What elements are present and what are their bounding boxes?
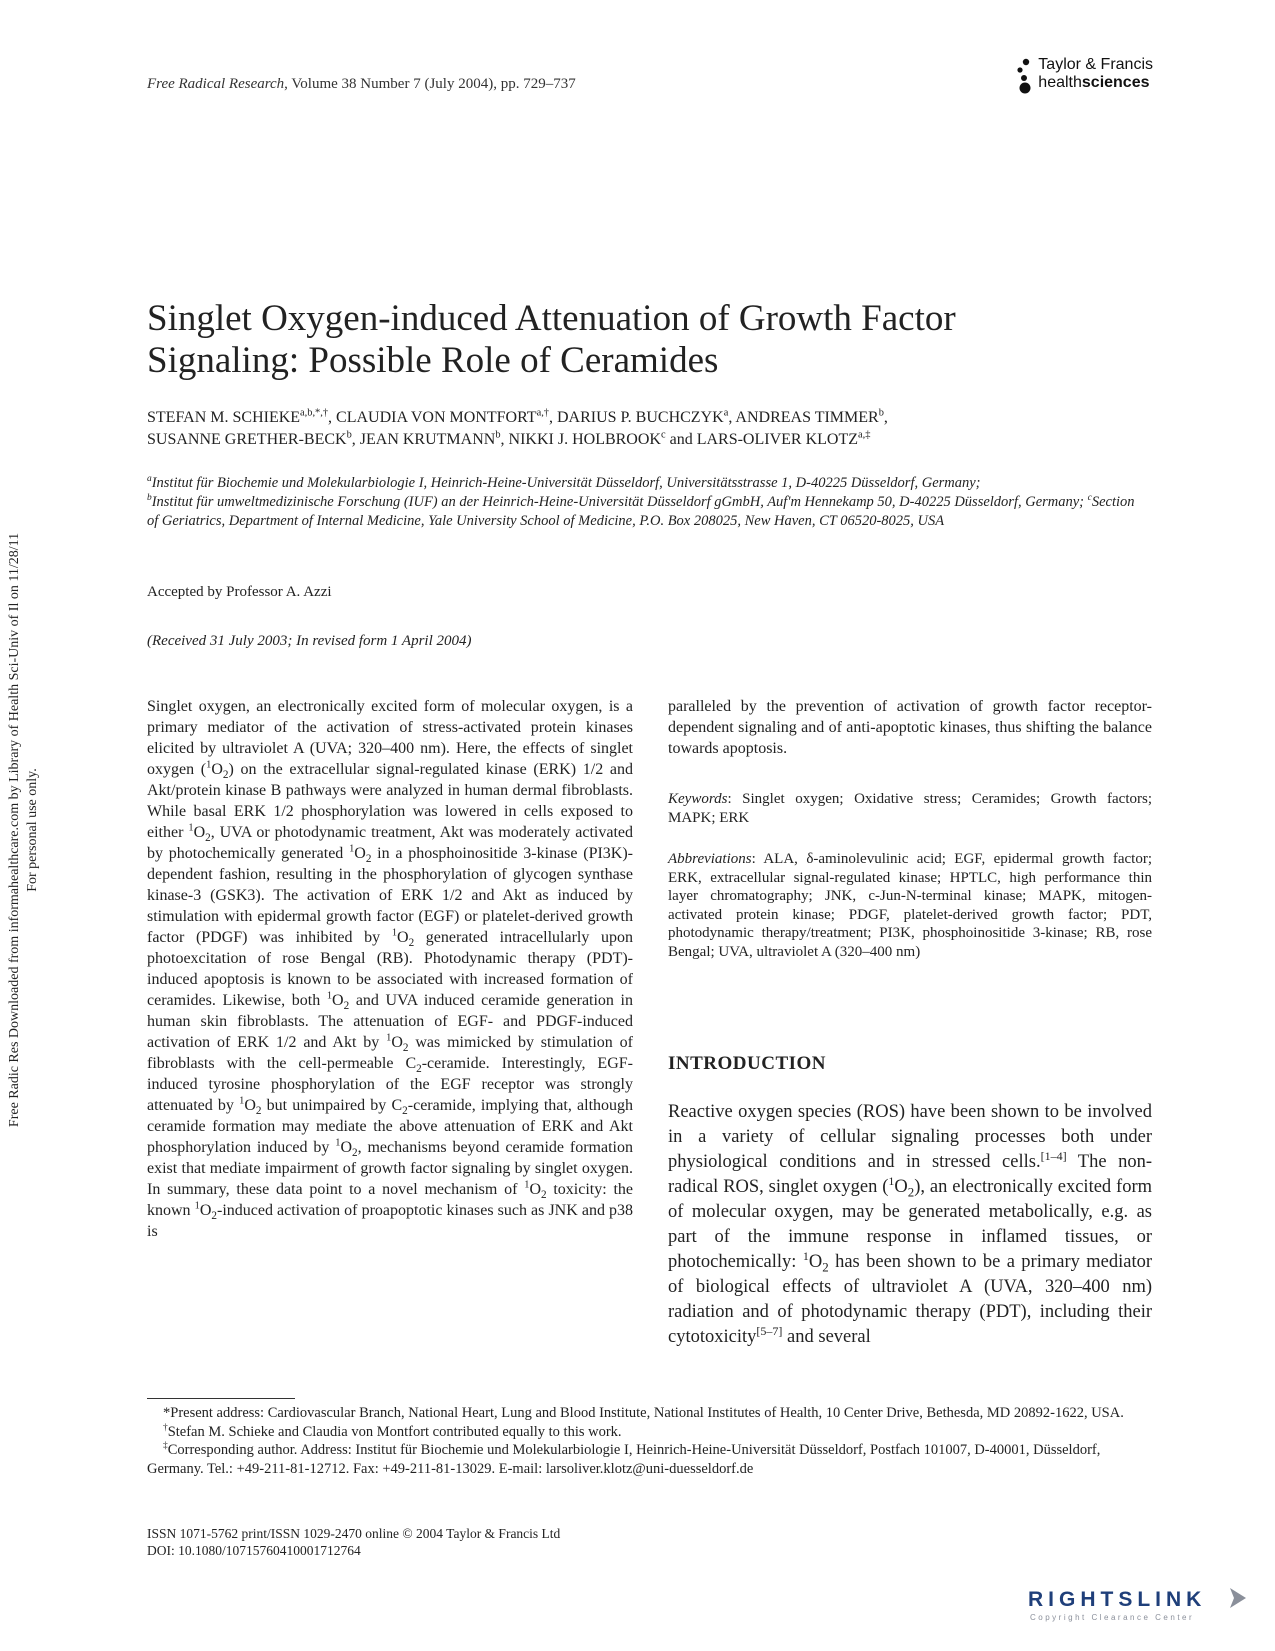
download-note-line2: For personal use only.	[25, 768, 40, 892]
download-note-line1: Free Radic Res Downloaded from informahealthcare.com by Library of Health Sci-Univ of Il on 11/28/11	[7, 532, 22, 1128]
publisher-dots-icon	[1014, 58, 1034, 94]
footnote-corresponding-author: ‡Corresponding author. Address: Institut für Biochemie und Molekularbiologie I, Heinrich-Heine-Universität Düsseldorf, Postfach 101007, D-40001, Düsseldorf, Germany. Tel.: +49-211-81-12712. Fax: +49-211-81-13029. E-mail: larsoliver.klotz@uni-duesseldorf.de	[147, 1441, 1101, 1477]
rightslink-logo	[1024, 1582, 1254, 1626]
publisher-logo	[1038, 56, 1153, 92]
keywords: Keywords: Singlet oxygen; Oxidative stress; Ceramides; Growth factors; MAPK; ERK	[668, 791, 1152, 826]
rightslink-arrow-icon	[1230, 1588, 1246, 1608]
journal-name: Free Radical Research	[147, 76, 285, 92]
footnote-present-address: *Present address: Cardiovascular Branch, National Heart, Lung and Blood Institute, National Institutes of Health, 10 Center Drive, Bethesda, MD 20892-1622, USA.	[163, 1405, 1124, 1421]
issn-doi	[147, 1525, 560, 1559]
journal-details: , Volume 38 Number 7 (July 2004), pp. 729–737	[284, 76, 576, 92]
doi-line: DOI: 10.1080/10715760410001712764	[147, 1543, 361, 1558]
download-watermark	[6, 470, 42, 1190]
article-title	[147, 298, 1147, 382]
footnote-divider	[147, 1398, 295, 1399]
footnotes	[147, 1404, 1152, 1478]
publisher-division: healthsciences	[1038, 74, 1150, 91]
abstract-left-column: Singlet oxygen, an electronically excited form of molecular oxygen, is a primary mediator of the activation of stress-activated protein kinases elicited by ultraviolet A (UVA; 320–400 nm). Here, the effects of singlet oxygen $(^1O_2)$ on the extracellular signal-regulated kinase (ERK) 1/2 and Akt/protein kinase B pathways were analyzed in human dermal fibroblasts. While basal ERK 1/2 phosphorylation was lowered in cells exposed to either $^1O_2$, UVA or photodynamic treatment, Akt was moderately activated by photochemically generated $^1O_2$ in a phosphoinositide 3-kinase (PI3K)-dependent fashion, resulting in the phosphorylation of glycogen synthase kinase-3 (GSK3). The activation of ERK 1/2 and Akt as induced by stimulation with epidermal growth factor (EGF) or platelet-derived growth factor (PDGF) was inhibited by $^1O_2$ generated intracellularly upon photoexcitation of rose Bengal (RB). Photodynamic therapy (PDT)-induced apoptosis is known to be associated with increased formation of ceramides. Likewise, both $^1O_2$ and UVA induced ceramide generation in human skin fibroblasts. The attenuation of EGF- and PDGF-induced activation of ERK 1/2 and Akt by $^1O_2$ was mimicked by stimulation of fibroblasts with the cell-permeable $C_2$-ceramide. Interestingly, EGF-induced tyrosine phosphorylation of the EGF receptor was strongly attenuated by $^1O_2$ but unimpaired by $C_2$-ceramide, implying that, although ceramide formation may mediate the above attenuation of ERK and Akt phosphorylation induced by $^1O_2$, mechanisms beyond ceramide formation exist that mediate impairment of growth factor signaling by singlet oxygen. In summary, these data point to a novel mechanism of $^1O_2$ toxicity: the known $^1O_2$-induced activation of proapoptotic kinases such as JNK and p38 is	[147, 698, 634, 1240]
author-list: STEFAN M. $SCHIEKE^{a,b,*,\dagger}$, CLAUDIA VON $MONTFORT^{a,\dagger}$, DARIUS P. BUCHCZYK$^a$, ANDREAS TIMMER$^b$, SUSANNE GRETHER-BECK$^b$, JEAN KRUTMANN$^b$, NIKKI J. HOLBROOK$^c$ and LARS-OLIVER $KLOTZ^{a,\ddagger}$	[147, 407, 888, 448]
journal-citation	[147, 76, 576, 93]
affiliations: $^a$Institut für Biochemie und Molekularbiologie I, Heinrich-Heine-Universität Düsseldorf, Universitätsstrasse 1, D-40225 Düsseldorf, Germany; $^b$Institut für umweltmedizinische Forschung (IUF) an der Heinrich-Heine-Universität Düsseldorf gGmbH, Auf'm Hennekamp 50, D-40225 Düsseldorf, Germany; $^c$Section of Geriatrics, Department of Internal Medicine, Yale University School of Medicine, P.O. Box 208025, New Haven, CT 06520-8025, USA	[147, 474, 1135, 529]
article-title-line1: Singlet Oxygen-induced Attenuation of Growth Factor	[147, 298, 956, 339]
rightslink-wordmark: RIGHTSLINK	[1028, 1588, 1207, 1611]
issn-line: ISSN 1071-5762 print/ISSN 1029-2470 online © 2004 Taylor & Francis Ltd	[147, 1526, 561, 1541]
article-title-line2: Signaling: Possible Role of Ceramides	[147, 340, 719, 381]
introduction-heading: INTRODUCTION	[668, 1053, 827, 1074]
rightslink-tagline: Copyright Clearance Center	[1030, 1613, 1195, 1622]
received-dates: (Received 31 July 2003; In revised form 1 April 2004)	[147, 633, 472, 649]
abbreviations: Abbreviations: ALA, δ-aminolevulinic acid; EGF, epidermal growth factor; ERK, extracellular signal-regulated kinase; HPTLC, high performance thin layer chromatography; JNK, c-Jun-N-terminal kinase; MAPK, mitogen-activated protein kinase; PDGF, platelet-derived growth factor; PDT, photodynamic therapy/treatment; PI3K, phosphoinositide 3-kinase; RB, rose Bengal; UVA, ultraviolet A (320–400 nm)	[668, 851, 1152, 960]
introduction-text: Reactive oxygen species (ROS) have been shown to be involved in a variety of cellular signaling processes both under physiological conditions and in stressed cells.[1–4] The non-radical ROS, singlet oxygen $(^1O_2)$, an electronically excited form of molecular oxygen, may be generated metabolically, e.g. as part of the immune response in inflamed tissues, or photochemically: $^1O_2$ has been shown to be a primary mediator of biological effects of ultraviolet A (UVA, 320–400 nm) radiation and of photodynamic therapy (PDT), including their cytotoxicity[5–7] and several	[668, 1102, 1152, 1347]
publisher-name: Taylor & Francis	[1038, 56, 1153, 73]
footnote-equal-contribution: †Stefan M. Schieke and Claudia von Montfort contributed equally to this work.	[163, 1422, 622, 1440]
accepted-by: Accepted by Professor A. Azzi	[147, 584, 332, 600]
abstract-right-column: paralleled by the prevention of activation of growth factor receptor-dependent signaling and of anti-apoptotic kinases, thus shifting the balance towards apoptosis.	[668, 698, 1152, 757]
